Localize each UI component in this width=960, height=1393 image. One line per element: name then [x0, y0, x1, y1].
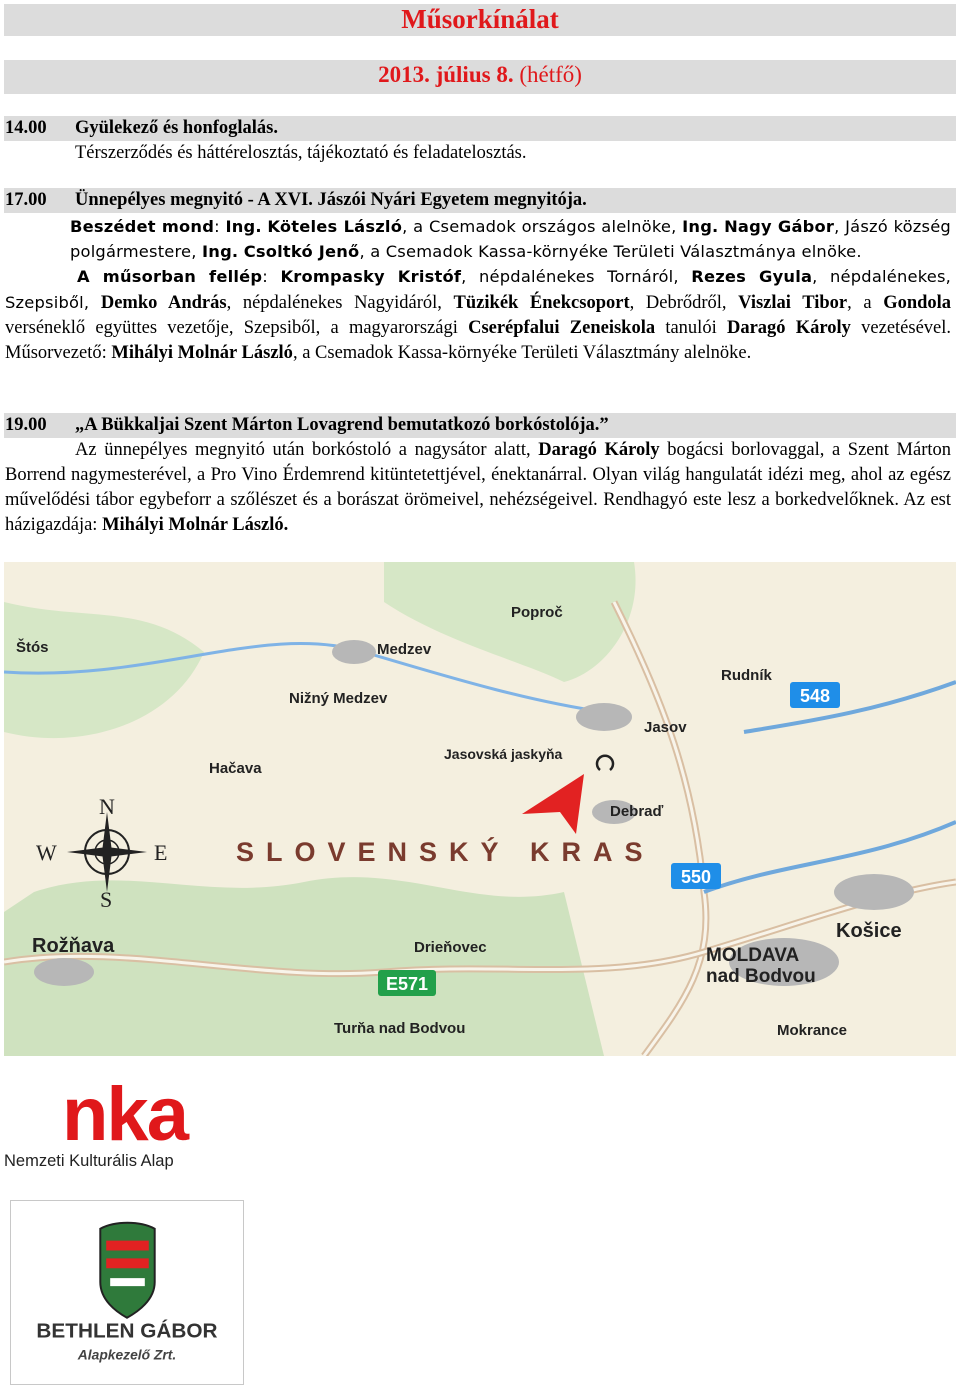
- performer-5: Viszlai Tibor: [738, 293, 848, 313]
- event-3-text-1: Az ünnepélyes megnyitó után borkóstoló a nagysátor alatt,: [75, 440, 531, 460]
- performer-8: Daragó Károly: [726, 318, 851, 338]
- town-marker: [34, 958, 94, 986]
- compass-s: S: [100, 887, 113, 912]
- map-label-place: Poproč: [511, 604, 563, 621]
- event-1-time: 14.00: [5, 118, 47, 138]
- host-name: Mihályi Molnár László: [111, 343, 293, 363]
- road-sign-550-label: 550: [680, 867, 712, 887]
- bethlen-gabor-logo: [10, 1200, 244, 1385]
- town-marker: [576, 703, 632, 731]
- performer-8-desc: vezetésével.: [861, 318, 952, 338]
- speech-label: Beszédet mond: [70, 217, 215, 236]
- event-3-heading: [5, 413, 609, 438]
- town-marker: [834, 874, 914, 910]
- nka-logo-name: Nemzeti Kulturális Alap: [4, 1152, 174, 1170]
- speaker-2: Nagy Gábor: [724, 217, 835, 236]
- performer-3: Demko András: [100, 293, 227, 313]
- map-label-place: Hačava: [209, 760, 262, 777]
- performer-4: Tüzikék Énekcsoport: [453, 293, 630, 313]
- page-title: Műsorkínálat: [401, 4, 559, 34]
- event-2-time: 17.00: [5, 190, 47, 210]
- date-day: (hétfő): [519, 62, 582, 87]
- ing-2: Ing.: [682, 217, 719, 236]
- event-1-heading: [5, 116, 278, 141]
- map-label-place: Rožňava: [32, 935, 115, 957]
- shield-icon: [100, 1223, 154, 1318]
- road-sign-e571-label: E571: [385, 974, 429, 994]
- performer-7: Cserépfalui Zeneiskola: [468, 318, 656, 338]
- date-bold: 2013. július 8.: [378, 62, 514, 87]
- event-1-desc: Térszerződés és háttérelosztás, tájékoztató és feladatelosztás.: [75, 143, 527, 163]
- event-3-name-2: Mihályi Molnár László.: [102, 515, 289, 535]
- event-2-title: Ünnepélyes megnyitó - A XVI. Jászói Nyári Egyetem megnyitója.: [75, 190, 587, 210]
- ing-3: Ing.: [202, 242, 239, 261]
- host-desc: , a Csemadok Kassa-környéke Területi Választmány alelnöke.: [292, 343, 752, 363]
- ing-1: Ing.: [225, 217, 262, 236]
- bethlen-sub: Alapkezelő Zrt.: [77, 1346, 177, 1363]
- event-3-time: 19.00: [5, 415, 47, 435]
- event-1-title: Gyülekező és honfoglalás.: [75, 118, 278, 138]
- map-label-place: Jasov: [644, 719, 687, 736]
- map-label-place: Medzev: [377, 641, 432, 658]
- performer-2: Rezes Gyula: [691, 267, 813, 286]
- performer-5-desc: , a: [847, 293, 872, 313]
- map-label-place: Mokrance: [777, 1022, 848, 1039]
- map-label-place: Jasovská jaskyňa: [444, 746, 563, 762]
- performer-4-desc: , Debrődről,: [629, 293, 727, 313]
- speaker-3-role: , a Csemadok Kassa-környéke Területi Választmánya elnöke.: [359, 242, 862, 261]
- compass-n: N: [99, 794, 115, 819]
- event-3-title: „A Bükkaljai Szent Márton Lovagrend bemutatkozó borkóstolója.”: [75, 415, 609, 435]
- map-label-place: nad Bodvou: [706, 966, 816, 987]
- nka-logo-mark: nka: [62, 1078, 187, 1157]
- town-marker: [332, 640, 376, 664]
- event-date: [0, 62, 960, 88]
- performer-3-desc: , népdalénekes Nagyidáról,: [226, 293, 442, 313]
- road-sign-548-label: 548: [799, 686, 831, 706]
- perf-label: A műsorban fellép: [77, 267, 263, 286]
- map-label-place: Košice: [836, 920, 902, 942]
- performer-6-desc: verséneklő együttes vezetője, Szepsiből, a magyarországi: [5, 318, 458, 338]
- region-map: [4, 562, 956, 1056]
- compass-e: E: [154, 840, 168, 865]
- map-label-place: Štós: [16, 639, 49, 656]
- map-label-place: Debraď: [610, 803, 664, 820]
- event-3-desc: [5, 438, 951, 538]
- performer-7-desc: tanulói: [665, 318, 717, 338]
- host-label: Műsorvezető:: [5, 343, 107, 363]
- map-label-place: Nižný Medzev: [289, 690, 388, 707]
- speaker-2-role: , Jászó község polgármestere,: [70, 217, 951, 261]
- performer-1-desc: , népdalénekes Tornáról,: [461, 267, 679, 286]
- nka-logo: [4, 1078, 254, 1170]
- speaker-1: Köteles László: [267, 217, 403, 236]
- bethlen-name: BETHLEN GÁBOR: [36, 1319, 218, 1343]
- speaker-1-role: , a Csemadok országos alelnöke,: [402, 217, 677, 236]
- event-2-speakers: Beszédet mond: Ing. Köteles László, a Csemadok országos alelnöke, Ing. Nagy Gábor, Jászó község polgármestere, Ing. Csoltkó Jenő, a Csemadok Kassa-környéke Területi Választmánya elnöke.: [70, 217, 951, 261]
- map-label-place: Drieňovec: [414, 939, 487, 956]
- map-region-label: SLOVENSKÝ KRAS: [236, 837, 655, 867]
- performer-2-desc: , népdalénekes, Szepsiből,: [5, 267, 952, 312]
- compass-w: W: [36, 840, 57, 865]
- map-label-place: MOLDAVA: [706, 945, 800, 966]
- event-3-text-2: bogácsi borlovaggal, a Szent Márton Borrend nagymesterével, a Pro Vino Érdemrend kitüntetettjével, énektanárral. Olyan világ hangulatát idézi meg, ahol az egész művelődési tábor egybeforr a szőlészet és a borászat örömeivel, nehézségeivel. Rendhagyó este lesz a borkedvelőknek. Az est házigazdája:: [5, 440, 951, 535]
- event-2-performers: A műsorban fellép: Krompasky Kristóf, népdalénekes Tornáról, Rezes Gyula, népdalénekes, Szepsiből, Demko András, népdalénekes Nagyidáról, Tüzikék Énekcsoport, Debrődről, Viszlai Tibor, a Gondola verséneklő együttes vezetője, Szepsiből, a magyarországi Cserépfalui Zeneiskola tanulói Daragó Károly vezetésével. Műsorvezető: Mihályi Molnár László, a Csemadok Kassa-környéke Területi Választmány alelnöke.: [5, 267, 952, 363]
- event-3-name-1: Daragó Károly: [538, 440, 660, 460]
- speaker-3: Csoltkó Jenő: [243, 242, 360, 261]
- map-label-place: Turňa nad Bodvou: [334, 1020, 466, 1037]
- performer-1: Krompasky Kristóf: [280, 267, 462, 286]
- event-2-heading: [5, 188, 587, 213]
- performer-6: Gondola: [883, 293, 952, 313]
- map-label-place: Rudník: [721, 667, 772, 684]
